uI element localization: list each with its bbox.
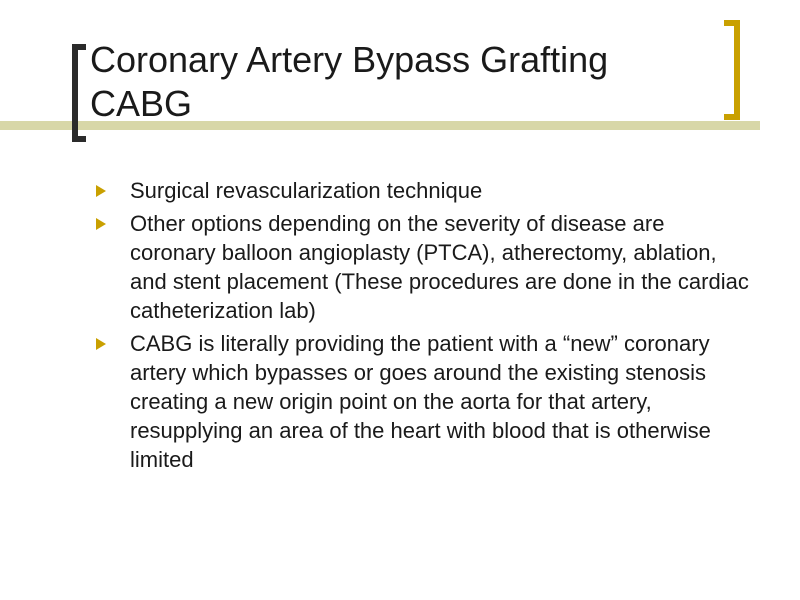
- bullet-list: [96, 176, 756, 478]
- bullet-arrow-icon: [96, 185, 106, 197]
- slide-title: [90, 38, 710, 126]
- bullet-text: Surgical revascularization technique: [130, 178, 483, 203]
- left-bracket-decoration: [72, 44, 86, 142]
- right-bracket-decoration: [724, 20, 740, 120]
- bullet-item: [96, 176, 756, 205]
- slide-title-line-2: CABG: [90, 83, 193, 124]
- slide-title-line-1: Coronary Artery Bypass Grafting: [90, 39, 609, 80]
- bullet-text: Other options depending on the severity of disease are coronary balloon angioplasty (PTCA), atherectomy, ablation, and stent placement (These procedures are done in the cardiac catheterization lab): [130, 211, 749, 323]
- bullet-item: [96, 209, 756, 325]
- bullet-arrow-icon: [96, 218, 106, 230]
- bullet-item: [96, 329, 756, 474]
- bullet-text: CABG is literally providing the patient with a “new” coronary artery which bypasses or goes around the existing stenosis creating a new origin point on the aorta for that artery, resupplying an area of the heart with blood that is otherwise limited: [130, 331, 711, 472]
- bullet-arrow-icon: [96, 338, 106, 350]
